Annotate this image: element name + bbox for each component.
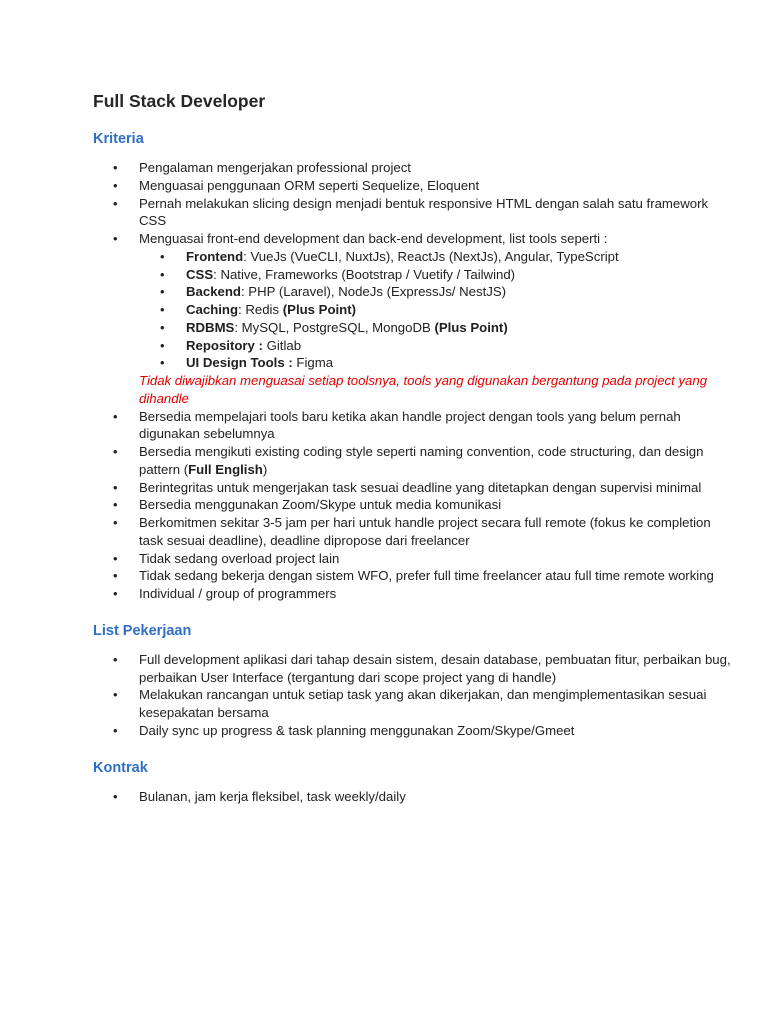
kriteria-item (93, 514, 733, 550)
kriteria-item (93, 195, 733, 231)
bold-text: Repository : (186, 337, 263, 353)
item-text: Berintegritas untuk mengerjakan task sesuai deadline yang ditetapkan dengan supervisi minimal (139, 479, 702, 495)
item-text: : PHP (Laravel), NodeJs (ExpressJs/ NestJS) (240, 284, 507, 300)
pekerjaan-item (93, 722, 733, 740)
kriteria-item (93, 496, 733, 514)
kontrak-item (93, 788, 733, 806)
item-text: Individual / group of programmers (139, 586, 337, 601)
kriteria-item (93, 550, 733, 568)
bold-text: UI Design Tools : (186, 355, 293, 371)
item-text: ) (262, 461, 268, 477)
item-text: Melakukan rancangan untuk setiap task yang akan dikerjakan, dan mengimplementasikan sesuai kesepakatan bersama (139, 687, 707, 720)
bold-text: Frontend (186, 248, 244, 264)
document-body (93, 88, 733, 805)
bold-text: (Plus Point) (282, 302, 357, 317)
kriteria-item (93, 585, 733, 603)
item-text: Bersedia menggunakan Zoom/Skype untuk media komunikasi (139, 497, 502, 513)
section-heading-list-pekerjaan: List Pekerjaan (93, 622, 192, 639)
tools-list (93, 248, 733, 372)
tool-item-ui-design (93, 354, 733, 372)
tool-item-backend (93, 283, 733, 301)
item-text: Menguasai front-end development dan back-end development, list tools seperti : (139, 231, 608, 246)
item-text: Full development aplikasi dari tahap desain sistem, desain database, pembuatan fitur, perbaikan bug, perbaikan User Interface (tergantung dari scope project yang di handle) (139, 651, 731, 685)
pekerjaan-item (93, 651, 733, 687)
bold-text: RDBMS (186, 319, 235, 335)
kriteria-item (93, 479, 733, 497)
item-text: : Native, Frameworks (Bootstrap / Vuetify / Tailwind) (213, 266, 516, 282)
item-text: Gitlab (262, 337, 302, 353)
tool-item-rdbms (93, 319, 733, 337)
kriteria-item (93, 408, 733, 444)
item-text: Pernah melakukan slicing design menjadi bentuk responsive HTML dengan salah satu framework CSS (139, 195, 709, 229)
item-text: Bersedia mempelajari tools baru ketika akan handle project dengan tools yang belum pernah digunakan sebelumnya (139, 408, 681, 442)
bold-text: CSS (186, 266, 214, 282)
bold-text: Backend (186, 284, 241, 300)
page-title: Full Stack Developer (93, 91, 266, 111)
item-text: Menguasai penggunaan ORM seperti Sequelize, Eloquent (139, 177, 480, 193)
tool-item-frontend (93, 248, 733, 266)
item-text: Tidak sedang bekerja dengan sistem WFO, prefer full time freelancer atau full time remote working (139, 568, 714, 584)
tool-item-css (93, 266, 733, 284)
bold-text: (Plus Point) (434, 319, 508, 335)
tool-item-caching (93, 301, 733, 319)
tools-note: Tidak diwajibkan menguasai setiap toolsnya, tools yang digunakan bergantung pada project yang dihandle (139, 373, 708, 406)
kriteria-item (93, 567, 733, 585)
item-text: : VueJs (VueCLI, NuxtJs), ReactJs (NextJs), Angular, TypeScript (243, 248, 619, 264)
kriteria-list (93, 159, 733, 603)
bold-text: Caching (186, 302, 239, 317)
item-text: Berkomitmen sekitar 3-5 jam per hari untuk handle project secara full remote (fokus ke completion task sesuai deadline), deadline dipropose dari freelancer (139, 515, 711, 548)
item-text: Bersedia mengikuti existing coding style seperti naming convention, code structuring, dan design pattern ( (139, 444, 704, 477)
item-text: Daily sync up progress & task planning menggunakan Zoom/Skype/Gmeet (139, 722, 575, 738)
tool-item-repository (93, 337, 733, 355)
kriteria-item (93, 230, 733, 248)
item-text: Pengalaman mengerjakan professional project (139, 160, 411, 175)
section-heading-kriteria: Kriteria (93, 131, 144, 147)
kriteria-item (93, 159, 733, 177)
item-text: Bulanan, jam kerja fleksibel, task weekly/daily (139, 788, 406, 804)
item-text: : Redis (238, 302, 283, 317)
item-text: : MySQL, PostgreSQL, MongoDB (234, 319, 435, 335)
tools-sublist-container (93, 248, 733, 408)
item-text: Figma (292, 355, 334, 371)
kontrak-list (93, 788, 733, 806)
pekerjaan-item (93, 686, 733, 722)
kriteria-item (93, 443, 733, 479)
section-heading-kontrak: Kontrak (93, 759, 148, 776)
bold-text: Full English (188, 461, 263, 477)
item-text: Tidak sedang overload project lain (139, 550, 340, 566)
pekerjaan-list (93, 651, 733, 740)
kriteria-item (93, 177, 733, 195)
